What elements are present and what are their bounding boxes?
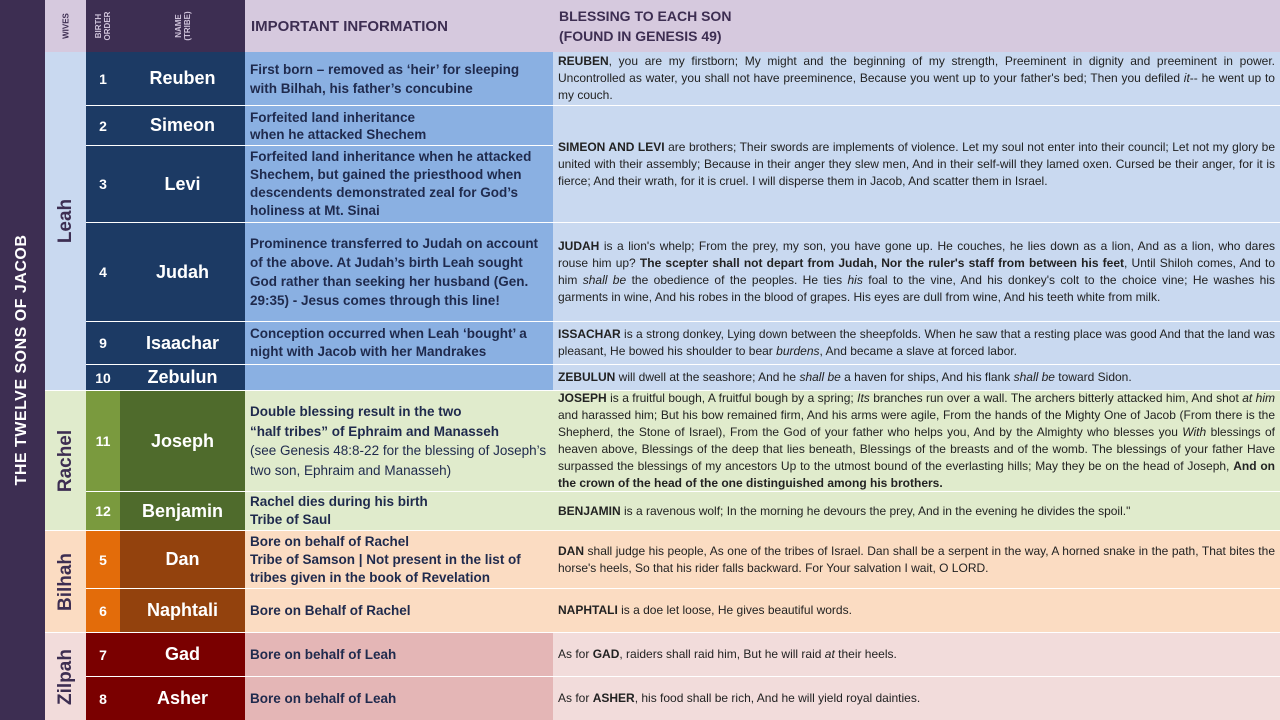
blessing-issachar-italic: burdens <box>776 344 820 358</box>
birth-order-judah: 4 <box>86 223 120 322</box>
blessing-joseph-text-1: is a fruitful bough, A fruitful bough by a spring; <box>606 391 858 405</box>
blessing-reuben-italic: it <box>1183 71 1190 85</box>
birth-order-levi: 3 <box>86 146 120 223</box>
wife-leah-label: Leah <box>54 198 76 244</box>
birth-order-gad: 7 <box>86 633 120 677</box>
wife-zilpah <box>45 633 86 720</box>
son-name-dan: Dan <box>120 531 245 589</box>
info-naphtali-text: Bore on Behalf of Rachel <box>250 603 411 618</box>
blessing-reuben-text: , you are my firstborn; My might and the beginning of my strength, Preeminent in dignity and preeminent in power. Uncontrolled as water, you shall not have preeminence, Because you went up to your father's bed; Then you defiled <box>558 54 1275 85</box>
header-blessing-line2: (FOUND IN GENESIS 49) <box>559 28 722 44</box>
son-name-naphtali: Naphtali <box>120 589 245 633</box>
birth-order-dan: 5 <box>86 531 120 589</box>
blessing-naphtali-name: NAPHTALI <box>558 603 618 617</box>
blessing-judah-italic-1: shall be <box>582 273 627 287</box>
son-name-gad: Gad <box>120 633 245 677</box>
blessing-naphtali-text: is a doe let loose, He gives beautiful words. <box>617 603 852 617</box>
info-zebulun <box>245 365 553 391</box>
info-judah <box>245 223 553 322</box>
birth-order-benjamin: 12 <box>86 492 120 531</box>
blessing-simeon-levi-name: SIMEON AND LEVI <box>558 139 665 154</box>
blessing-joseph-italic-3: With <box>1182 425 1207 439</box>
birth-order-issachar: 9 <box>86 322 120 365</box>
blessing-gad-text-2: , raiders shall raid him, But he will raid <box>619 647 825 661</box>
info-levi <box>245 146 553 223</box>
blessing-gad-text-1: As for <box>558 647 593 661</box>
birth-order-reuben: 1 <box>86 52 120 106</box>
blessing-issachar-text-end: , And became a slave at forced labor. <box>819 344 1017 358</box>
blessing-dan-name: DAN <box>558 543 584 558</box>
blessing-benjamin-name: BENJAMIN <box>558 503 621 518</box>
birth-order-joseph: 11 <box>86 391 120 492</box>
blessing-reuben-text-end: -- he went up to my couch. <box>558 71 1275 102</box>
info-benjamin-line1: Rachel dies during his birth <box>250 494 428 509</box>
blessing-joseph-italic-1: Its <box>857 391 870 405</box>
info-judah-text: Prominence transferred to Judah on account of the above. At Judah’s birth Leah sought God rather than seeking her husband (Gen. 29:35) - Jesus comes through this line! <box>250 236 539 308</box>
info-benjamin <box>245 492 553 531</box>
info-reuben <box>245 52 553 106</box>
info-simeon <box>245 106 553 146</box>
info-gad <box>245 633 553 677</box>
son-name-issachar: Isaachar <box>120 322 245 365</box>
header-blessing-line1: BLESSING TO EACH SON <box>559 8 732 24</box>
wife-leah <box>45 52 86 391</box>
son-name-joseph: Joseph <box>120 391 245 492</box>
blessing-judah-text-4: foal to the vine, And his donkey's colt to the choice vine; He washes his garments in wine, And his robes in the blood of grapes. His eyes are dull from wine, And his teeth white from milk. <box>558 273 1275 304</box>
header-wives-label: WIVES <box>61 13 70 39</box>
blessing-naphtali <box>553 589 1280 633</box>
page-title: THE TWELVE SONS OF JACOB <box>13 234 30 486</box>
blessing-judah <box>553 223 1280 322</box>
wife-bilhah-label: Bilhah <box>54 552 76 611</box>
info-dan-line1: Bore on behalf of Rachel <box>250 533 410 549</box>
blessing-joseph-crown: And on the crown of the head of the one distinguished among his brothers. <box>558 459 1275 490</box>
blessing-zebulun-text-3: toward Sidon. <box>1054 370 1132 384</box>
blessing-joseph <box>553 391 1280 492</box>
header-name-line2: (TRIBE) <box>182 11 192 41</box>
blessing-zebulun-name: ZEBULUN <box>558 370 616 384</box>
blessing-joseph-italic-2: at him <box>1242 391 1275 405</box>
info-dan-line2: Tribe of Samson | Not present in the list of tribes given in the book of Revelation <box>250 551 521 585</box>
header-birth-order <box>86 0 120 52</box>
blessing-joseph-text-3: and harassed him; But his bow remained firm, And his arms were agile, From the hands of the Mighty One of Jacob (From there is the Shepherd, the Stone of Israel), From the God of your father who helps you, And by the Almighty who blesses you <box>558 408 1275 439</box>
son-name-benjamin: Benjamin <box>120 492 245 531</box>
blessing-judah-name: JUDAH <box>558 239 600 253</box>
wife-rachel-label: Rachel <box>54 429 76 492</box>
blessing-asher <box>553 677 1280 720</box>
blessing-judah-text-2: , Until Shiloh comes, And to him <box>558 256 1275 287</box>
info-simeon-line2: when he attacked Shechem <box>250 126 427 142</box>
header-name-label <box>174 11 192 40</box>
info-joseph-line2: “half tribes” of Ephraim and Manasseh <box>250 423 500 439</box>
son-name-zebulun: Zebulun <box>120 365 245 391</box>
header-name <box>120 0 245 52</box>
blessing-gad <box>553 633 1280 677</box>
info-joseph-line3: (see Genesis 48:8-22 for the blessing of Joseph’s two son, Ephraim and Manasseh) <box>250 443 547 478</box>
info-issachar <box>245 322 553 365</box>
info-naphtali <box>245 589 553 633</box>
blessing-asher-text-2: , his food shall be rich, And he will yield royal dainties. <box>634 691 921 705</box>
blessing-simeon-levi-text: are brothers; Their swords are implements of violence. Let my soul not enter into their council; Let not my glory be united with their assembly; Because in their anger they slew men, And in their self-will they lamed oxen. Cursed be their anger, for it is fierce; And their wrath, for it is cruel. I will disperse them in Jacob, And scatter them in Israel. <box>558 139 1276 188</box>
blessing-zebulun <box>553 365 1280 391</box>
birth-order-asher: 8 <box>86 677 120 720</box>
son-name-levi: Levi <box>120 146 245 223</box>
info-gad-text: Bore on behalf of Leah <box>250 647 397 662</box>
birth-order-zebulun: 10 <box>86 365 120 391</box>
son-name-simeon: Simeon <box>120 106 245 146</box>
blessing-simeon-levi <box>553 106 1280 223</box>
birth-order-naphtali: 6 <box>86 589 120 633</box>
info-joseph-line1: Double blessing result in the two <box>250 404 462 419</box>
blessing-gad-italic: at <box>824 647 835 661</box>
info-levi-text: Forfeited land inheritance when he attacked Shechem, but gained the priesthood when descendents demonstrated zeal for God’s holiness at Mt. Sinai <box>250 149 532 218</box>
blessing-issachar-text: is a strong donkey, Lying down between the sheepfolds. When he saw that a resting place was good And that the land was pleasant, He bowed his shoulder to bear <box>558 327 1275 358</box>
blessing-joseph-text-2: branches run over a wall. The archers bitterly attacked him, And shot <box>869 391 1243 405</box>
blessing-judah-italic-2: his <box>847 273 863 287</box>
info-simeon-line1: Forfeited land inheritance <box>250 109 416 125</box>
info-reuben-text: First born – removed as ‘heir’ for sleeping with Bilhah, his father’s concubine <box>250 61 520 96</box>
blessing-zebulun-text-1: will dwell at the seashore; And he <box>615 370 800 384</box>
header-birth-order-label <box>94 12 112 41</box>
son-name-asher: Asher <box>120 677 245 720</box>
info-joseph <box>245 391 553 492</box>
blessing-issachar-name: ISSACHAR <box>558 327 621 341</box>
blessing-benjamin <box>553 492 1280 531</box>
birth-order-simeon: 2 <box>86 106 120 146</box>
blessing-judah-text-1: is a lion's whelp; From the prey, my son, you have gone up. He couches, he lies down as a lion, And as a lion, who dares rouse him up? <box>558 239 1275 270</box>
son-name-judah: Judah <box>120 223 245 322</box>
header-blessing <box>553 0 1280 52</box>
blessing-zebulun-italic-2: shall be <box>1013 370 1055 384</box>
header-info <box>245 0 553 52</box>
info-asher <box>245 677 553 720</box>
header-info-label: IMPORTANT INFORMATION <box>251 17 448 35</box>
blessing-zebulun-text-2: a haven for ships, And his flank <box>840 370 1014 384</box>
title-sidebar <box>0 0 45 720</box>
header-wives <box>45 0 86 52</box>
blessing-joseph-text-4: blessings of heaven above, Blessings of the deep that lies beneath, Blessings of the breasts and of the womb. The blessings of your father Have surpassed the blessings of my ancestors Up to the utmost bound of the everlasting hills; May they be on the head of Joseph, <box>558 425 1275 473</box>
info-dan <box>245 531 553 589</box>
blessing-issachar <box>553 322 1280 365</box>
blessing-asher-name: ASHER <box>592 691 635 705</box>
blessing-reuben-name: REUBEN <box>558 54 609 68</box>
wife-zilpah-label: Zilpah <box>54 648 76 705</box>
blessing-dan <box>553 531 1280 589</box>
wife-bilhah <box>45 531 86 633</box>
blessing-judah-scepter: The scepter shall not depart from Judah, Nor the ruler's staff from between his feet <box>639 256 1125 270</box>
header-name-line1: NAME <box>173 14 183 38</box>
blessing-gad-name: GAD <box>592 647 620 661</box>
info-benjamin-line2: Tribe of Saul <box>250 512 332 527</box>
blessing-asher-text-1: As for <box>558 691 593 705</box>
info-issachar-text: Conception occurred when Leah ‘bought’ a night with Jacob with her Mandrakes <box>250 326 527 359</box>
blessing-judah-text-3: the obedience of the peoples. He ties <box>626 273 848 287</box>
son-name-reuben: Reuben <box>120 52 245 106</box>
header-birth-order-line2: ORDER <box>103 11 112 41</box>
blessing-gad-text-3: their heels. <box>834 647 897 661</box>
blessing-reuben <box>553 52 1280 106</box>
wife-rachel <box>45 391 86 531</box>
header-birth-order-line1: BIRTH <box>94 13 103 39</box>
blessing-zebulun-italic-1: shall be <box>799 370 841 384</box>
blessing-joseph-name: JOSEPH <box>558 391 607 405</box>
blessing-dan-text: shall judge his people, As one of the tribes of Israel. Dan shall be a serpent in the way, A horned snake in the path, That bites the horse's heels, So that his rider falls backward. For Your salvation I wait, O LORD. <box>558 543 1275 575</box>
info-asher-text: Bore on behalf of Leah <box>250 691 397 706</box>
blessing-benjamin-text: is a ravenous wolf; In the morning he devours the prey, And in the evening he divides the spoil." <box>620 503 1131 518</box>
